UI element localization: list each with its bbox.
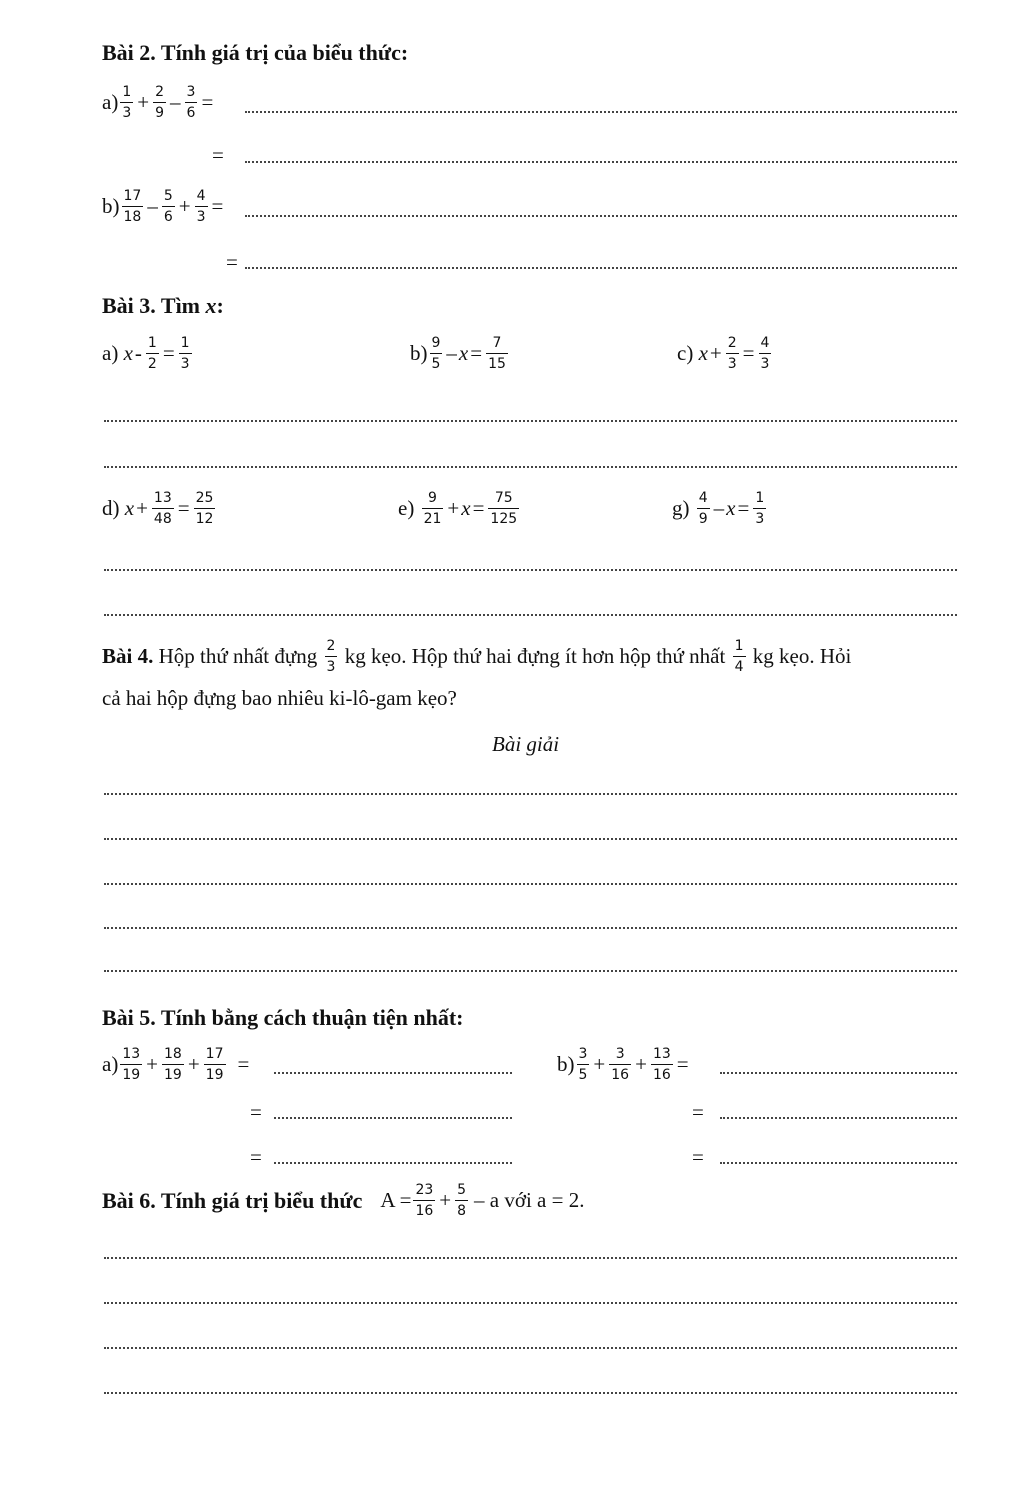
variable-x: x: [726, 496, 736, 520]
fraction: $\frac{2}{3}$: [326, 638, 336, 675]
bai5-b-label: b): [557, 1052, 575, 1076]
bai4-title: Bài 4.: [102, 644, 154, 668]
bai5-b-expression: [557, 1046, 691, 1083]
answer-line[interactable]: [245, 161, 957, 163]
bai3-g-expression: [672, 490, 768, 527]
expression-name: A =: [380, 1188, 412, 1212]
answer-line[interactable]: [245, 215, 957, 217]
fraction: $\frac{1}{2}$: [147, 335, 157, 372]
fraction: $\frac{18}{19}$: [164, 1046, 182, 1083]
bai2-a-label: a): [102, 90, 119, 114]
bai3-b-label: b): [410, 341, 428, 365]
equals-sign: =: [742, 341, 755, 365]
bai5-a-expression: [102, 1046, 251, 1083]
bai4-problem-line1: [102, 638, 851, 675]
answer-line[interactable]: [104, 838, 957, 840]
fraction: $\frac{2}{9}$: [155, 84, 165, 121]
solution-heading: Bài giải: [492, 732, 560, 756]
equals-sign: =: [250, 1145, 262, 1169]
operator: +: [593, 1052, 606, 1076]
bai2-b-expression: [102, 188, 225, 225]
equals-sign: =: [162, 341, 175, 365]
fraction: $\frac{13}{48}$: [153, 490, 172, 527]
text: Hộp thứ nhất đựng: [153, 644, 323, 668]
fraction: $\frac{3}{16}$: [611, 1046, 630, 1083]
operator: –: [446, 341, 457, 365]
answer-line[interactable]: [104, 1392, 957, 1394]
fraction: $\frac{23}{16}$: [415, 1182, 434, 1219]
answer-line[interactable]: [245, 267, 957, 269]
operator: +: [439, 1188, 452, 1212]
answer-line[interactable]: [104, 883, 957, 885]
operator: +: [187, 1052, 200, 1076]
fraction: $\frac{3}{5}$: [578, 1046, 588, 1083]
answer-line[interactable]: [274, 1117, 512, 1119]
fraction: $\frac{17}{18}$: [123, 188, 142, 225]
answer-line[interactable]: [104, 1257, 957, 1259]
bai6-title: Bài 6. Tính giá trị biểu thức: [102, 1187, 363, 1213]
bai5-a-label: a): [102, 1052, 119, 1076]
bai2-b-label: b): [102, 194, 120, 218]
bai3-e-expression: [398, 490, 521, 527]
answer-line[interactable]: [245, 111, 957, 113]
fraction: $\frac{4}{3}$: [760, 335, 770, 372]
fraction: $\frac{75}{125}$: [490, 490, 518, 527]
operator: +: [137, 90, 150, 114]
bai3-e-label: e): [398, 496, 415, 520]
operator: -: [134, 341, 142, 365]
answer-line[interactable]: [104, 793, 957, 795]
equals-sign: =: [472, 496, 485, 520]
bai3-d-expression: [102, 490, 217, 527]
bai6-problem: [102, 1182, 584, 1219]
fraction: $\frac{5}{6}$: [163, 188, 173, 225]
operator: +: [635, 1052, 647, 1076]
equals-sign: =: [250, 1100, 262, 1124]
answer-line[interactable]: [720, 1117, 957, 1119]
equals-sign: =: [177, 496, 190, 520]
equals-sign: =: [237, 1052, 250, 1076]
variable-x: x: [461, 496, 471, 520]
fraction: $\frac{3}{6}$: [186, 84, 196, 121]
answer-line[interactable]: [104, 420, 957, 422]
operator: +: [146, 1052, 158, 1076]
answer-line[interactable]: [274, 1162, 512, 1164]
answer-line[interactable]: [104, 1302, 957, 1304]
fraction: $\frac{4}{9}$: [698, 490, 708, 527]
equals-sign: =: [226, 250, 238, 274]
bai3-c-expression: [677, 335, 773, 372]
operator: +: [136, 496, 148, 520]
fraction: $\frac{25}{12}$: [195, 490, 214, 527]
equals-sign: =: [211, 194, 224, 218]
fraction: $\frac{13}{16}$: [652, 1046, 671, 1083]
operator: –: [170, 90, 181, 114]
text: kg kẹo. Hỏi: [747, 644, 852, 668]
bai4-problem-line2: cả hai hộp đựng bao nhiêu ki-lô-gam kẹo?: [102, 686, 457, 710]
fraction: $\frac{7}{15}$: [488, 335, 506, 372]
equals-sign: =: [692, 1100, 704, 1124]
bai5-title: Bài 5. Tính bằng cách thuận tiện nhất:: [102, 1005, 464, 1030]
fraction: $\frac{1}{3}$: [122, 84, 132, 121]
equals-sign: =: [676, 1052, 689, 1076]
answer-line[interactable]: [104, 466, 957, 468]
variable-x: x: [698, 341, 708, 365]
bai2-title: Bài 2. Tính giá trị của biểu thức:: [102, 40, 409, 65]
equals-sign: =: [212, 143, 224, 167]
equals-sign: =: [201, 90, 214, 114]
fraction: $\frac{9}{21}$: [423, 490, 442, 527]
answer-line[interactable]: [274, 1072, 512, 1074]
equals-sign: =: [692, 1145, 704, 1169]
operator: –: [713, 496, 725, 520]
answer-line[interactable]: [720, 1162, 957, 1164]
bai3-a-label: a): [102, 341, 119, 365]
answer-line[interactable]: [104, 569, 957, 571]
answer-line[interactable]: [104, 614, 957, 616]
operator: +: [447, 496, 460, 520]
fraction: $\frac{13}{19}$: [122, 1046, 141, 1083]
answer-line[interactable]: [104, 970, 957, 972]
expression-tail: – a với a = 2.: [474, 1188, 585, 1212]
bai3-title: Bài 3. Tìm x:: [102, 293, 224, 318]
bai3-d-label: d): [102, 496, 120, 520]
answer-line[interactable]: [720, 1072, 957, 1074]
operator: –: [147, 194, 158, 218]
bai3-a-expression: [102, 335, 194, 372]
operator: +: [709, 341, 722, 365]
fraction: $\frac{1}{3}$: [180, 335, 190, 372]
fraction: $\frac{5}{8}$: [457, 1182, 467, 1219]
fraction: $\frac{17}{19}$: [205, 1046, 224, 1083]
fraction: $\frac{4}{3}$: [196, 188, 206, 225]
fraction: $\frac{1}{3}$: [755, 490, 765, 527]
equals-sign: =: [470, 341, 483, 365]
answer-line[interactable]: [104, 1347, 957, 1349]
fraction: $\frac{2}{3}$: [727, 335, 737, 372]
operator: +: [178, 194, 191, 218]
bai3-g-label: g): [672, 496, 690, 520]
variable-x: x: [124, 496, 135, 520]
fraction: $\frac{1}{4}$: [734, 638, 744, 675]
equals-sign: =: [737, 496, 750, 520]
fraction: $\frac{9}{5}$: [431, 335, 441, 372]
answer-line[interactable]: [104, 927, 957, 929]
variable-x: x: [458, 341, 469, 365]
bai2-a-expression: [102, 84, 215, 121]
variable-x: x: [123, 341, 133, 365]
text: kg kẹo. Hộp thứ hai đựng ít hơn hộp thứ nhất: [339, 644, 731, 668]
bai3-b-expression: [410, 335, 510, 372]
bai3-c-label: c): [677, 341, 694, 365]
